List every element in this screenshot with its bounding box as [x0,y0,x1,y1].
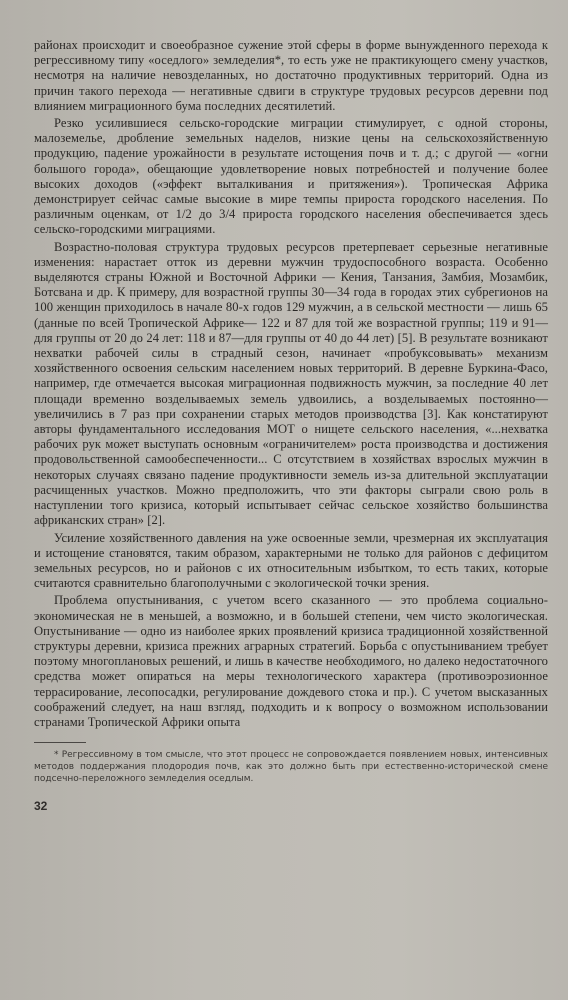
page-number: 32 [34,799,48,814]
paragraph-2: Резко усилившиеся сельско-городские миграции стимулирует, с одной стороны, малоземелье, дробление земельных наделов, низкие цены на сельскохозяйственную продукцию, падение урожайности в результате истощения почв и т. д.; с другой — «огни большого города», обещающие удовлетворение новых потребностей и получение более высоких доходов («эффект выталкивания и притяжения»). Тропическая Африка демонстрирует сейчас самые высокие в мире темпы прироста городского населения. По различным оценкам, от 1/2 до 3/4 прироста городского населения обеспечивается здесь сельско-городскими миграциями. [34,116,548,237]
footnote-divider [34,742,86,743]
paragraph-4: Усиление хозяйственного давления на уже освоенные земли, чрезмерная их эксплуатация и истощение становятся, таким образом, характерными не только для районов с дефицитом земельных ресурсов, но и районов с их относительным избытком, то есть таких, которые считаются сравнительно благополучными с экологической точки зрения. [34,530,548,591]
paragraph-5: Проблема опустынивания, с учетом всего сказанного — это проблема социально-экономическая не в меньшей, а возможно, и в большей степени, чем чисто экологическая. Опустынивание — одно из наиболее ярких проявлений кризиса традиционной хозяйственной структуры деревни, кризиса прежних аграрных стратегий. Борьба с опустыниванием требует поэтому многоплановых решений, и лишь в качестве необходимого, но далеко недостаточного средства может опираться на меры технологического характера (противоэрозионное террасирование, лесопосадки, регулирование дождевого стока и пр.). С учетом высказанных соображений следует, на наш взгляд, подходить и к вопросу о возможном использовании странами Тропической Африки опыта [34,593,548,729]
footnote: * Регрессивному в том смысле, что этот процесс не сопровождается появлением новых, интенсивных методов поддержания плодородия почв, как это должно быть при естественно-исторической смене подсечно-переложного земледелия оседлым. [34,750,548,785]
paragraph-1: районах происходит и своеобразное сужение этой сферы в форме вынужденного перехода к регрессивному типу «оседлого» земледелия*, то есть уже не практикующего смену участков, несмотря на наличие невозделанных, но достаточно продуктивных территорий. Одна из причин такого перехода — негативные сдвиги в структуре трудовых ресурсов деревни под влиянием миграционного бума последних десятилетий. [34,38,548,113]
main-text [34,38,548,813]
paragraph-3: Возрастно-половая структура трудовых ресурсов претерпевает серьезные негативные изменения: нарастает отток из деревни мужчин трудоспособного возраста. Особенно выделяются страны Южной и Восточной Африки — Кения, Танзания, Замбия, Мозамбик, Ботсвана и др. К примеру, для возрастной группы 30—34 года в городах этих субрегионов на 100 женщин приходилось в начале 80-х годов 129 мужчин, а в сельской местности — лишь 65 (данные по всей Тропической Африке— 122 и 87 для той же возрастной группы; 119 и 91—для группы от 20 до 24 лет: 118 и 87—для группы от 40 до 44 лет) [5]. В результате возникают нехватки рабочей силы в страдный сезон, начинает «пробуксовывать» механизм хозяйственного освоения сельским населением новых территорий. В деревне Буркина-Фасо, например, где отмечается высокая миграционная подвижность мужчин, за последние 40 лет площади временно возделываемых земель удвоились, а возделываемых постоянно—увеличились в 7 раз при сохранении старых методов производства [3]. Как констатируют авторы фундаментального исследования МОТ о нищете сельского населения, «...нехватка рабочих рук может выступать основным «ограничителем» роста производства и достижения продовольственной самообеспеченности... С отсутствием в хозяйствах взрослых мужчин в некоторых случаях связано падение продуктивности земель из-за длительной эксплуатации расчищенных участков. Можно предположить, что эти факторы сыграли свою роль в наступлении того кризиса, который испытывает сейчас сельское хозяйство большинства африканских стран» [2]. [34,239,548,528]
